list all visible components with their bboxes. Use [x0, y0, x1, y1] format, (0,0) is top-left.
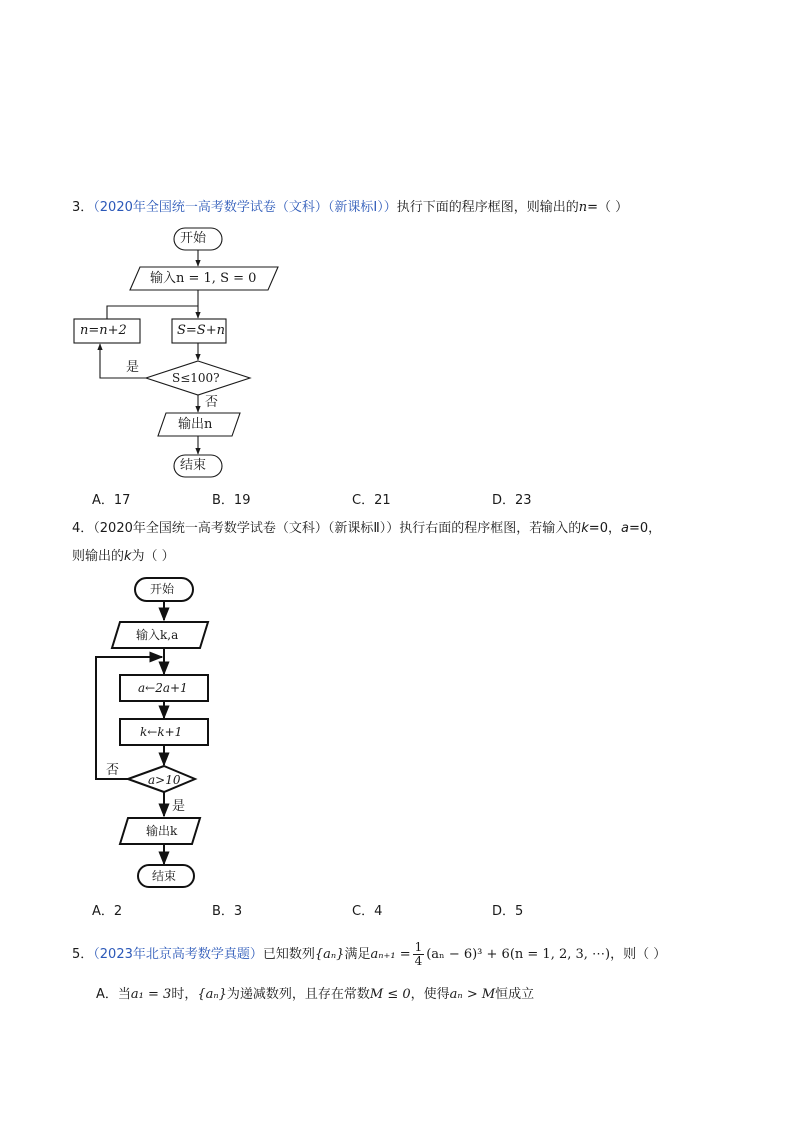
q4-k-var: k: [581, 521, 589, 536]
q3-output-label: 输出n: [178, 417, 213, 432]
q5-formula-rest: (aₙ − 6)³ + 6(n = 1, 2, 3, ⋯): [426, 947, 611, 962]
q5-frac-den: 4: [414, 954, 423, 968]
q4-option-b-value: 3: [233, 904, 243, 919]
q5-option-a-seq: {aₙ}: [197, 987, 227, 1002]
q5-frac-num: 1: [414, 940, 423, 954]
q3-option-a[interactable]: [92, 492, 130, 510]
q4-output-label: 输出k: [146, 824, 178, 838]
q5-number: 5．: [72, 947, 94, 962]
q4-no-label: 否: [106, 763, 120, 778]
q4-start-label: 开始: [150, 582, 175, 596]
q4-option-d-label: D．: [492, 904, 516, 919]
q4-stem-text: （2020年全国统一高考数学试卷（文科）（新课标Ⅱ））执行右面的程序框图，若输入的: [93, 521, 582, 536]
q3-increment-label: n=n+2: [80, 323, 127, 338]
q3-option-b[interactable]: [212, 492, 250, 510]
q4-option-d[interactable]: [492, 903, 523, 921]
q4-a-val: =0，: [628, 521, 662, 536]
q5-option-a-cond: a₁ = 3: [130, 987, 172, 1002]
q3-stem-tail: =（ ）: [587, 200, 629, 215]
q4-option-a-label: A．: [92, 904, 114, 919]
q4-k-val: =0，: [588, 521, 621, 536]
q4-yes-label: 是: [172, 799, 186, 814]
q3-option-b-label: B．: [212, 493, 234, 508]
q4-stem-line2: [72, 548, 175, 566]
q3-option-d-label: D．: [492, 493, 516, 508]
q3-option-c[interactable]: [352, 492, 391, 510]
q5-stem-b: 满足: [344, 947, 371, 962]
q5-option-a-m: M ≤ 0: [369, 987, 411, 1002]
q3-option-d-value: 23: [515, 493, 532, 508]
q4-stem-line2-b: 为（ ）: [131, 549, 175, 564]
q5-option-a-text5: 恒成立: [495, 987, 535, 1002]
q5-option-a[interactable]: [96, 986, 534, 1004]
q5-option-a-text3: 为递减数列，且存在常数: [226, 987, 370, 1002]
q4-end-label: 结束: [152, 869, 177, 883]
q4-option-c-value: 4: [374, 904, 383, 919]
q3-stem-text: 执行下面的程序框图，则输出的: [396, 200, 579, 215]
q4-number: 4．: [72, 521, 94, 536]
q3-stem: [72, 199, 628, 217]
q3-decision-label: S≤100?: [172, 371, 220, 385]
q3-option-d[interactable]: [492, 492, 532, 510]
q5-option-a-label: A．: [96, 987, 118, 1002]
q3-option-c-label: C．: [352, 493, 375, 508]
q3-source: （2020年全国统一高考数学试卷（文科）（新课标Ⅰ））: [93, 200, 397, 215]
q3-option-c-value: 21: [374, 493, 391, 508]
q3-yes-label: 是: [126, 360, 140, 375]
q4-input-label: 输入k,a: [136, 628, 179, 642]
q4-option-a[interactable]: [92, 903, 122, 921]
q3-end-label: 结束: [180, 458, 207, 473]
q3-option-a-value: 17: [113, 493, 131, 508]
q4-option-c-label: C．: [352, 904, 375, 919]
q4-box2-label: k←k+1: [140, 725, 183, 739]
q3-start-label: 开始: [180, 231, 207, 246]
q5-stem-a: 已知数列: [262, 947, 315, 962]
q4-option-c[interactable]: [352, 903, 382, 921]
q4-option-a-value: 2: [113, 904, 123, 919]
q5-fraction: [413, 941, 425, 968]
q3-option-a-label: A．: [92, 493, 114, 508]
q5-option-a-text2: 时，: [171, 987, 198, 1002]
q5-option-a-ineq: aₙ > M: [449, 987, 496, 1002]
q5-formula-lhs: aₙ₊₁ =: [370, 947, 411, 962]
q3-stem-var: n: [578, 200, 588, 215]
q4-option-b[interactable]: [212, 903, 242, 921]
q4-decision-label: a>10: [148, 773, 181, 787]
q3-input-label: 输入n = 1, S = 0: [150, 271, 257, 286]
q3-number: 3．: [72, 200, 94, 215]
q3-sum-label: S=S+n: [177, 323, 225, 338]
q3-no-label: 否: [205, 395, 219, 410]
q4-stem-line2-a: 则输出的: [72, 549, 125, 564]
q5-option-a-text1: 当: [117, 987, 131, 1002]
q4-a-var: a: [620, 521, 629, 536]
q5-stem: [72, 940, 666, 970]
q4-option-d-value: 5: [515, 904, 524, 919]
q4-option-b-label: B．: [212, 904, 234, 919]
q3-option-b-value: 19: [233, 493, 251, 508]
q5-stem-c: ，则（ ）: [610, 947, 667, 962]
q4-box1-label: a←2a+1: [138, 681, 188, 695]
q5-seq: {aₙ}: [314, 947, 345, 962]
q5-option-a-text4: ，使得: [410, 987, 450, 1002]
q4-stem-line1: [72, 520, 661, 538]
q5-source: （2023年北京高考数学真题）: [93, 947, 263, 962]
q4-stem-line2-var: k: [124, 549, 132, 564]
